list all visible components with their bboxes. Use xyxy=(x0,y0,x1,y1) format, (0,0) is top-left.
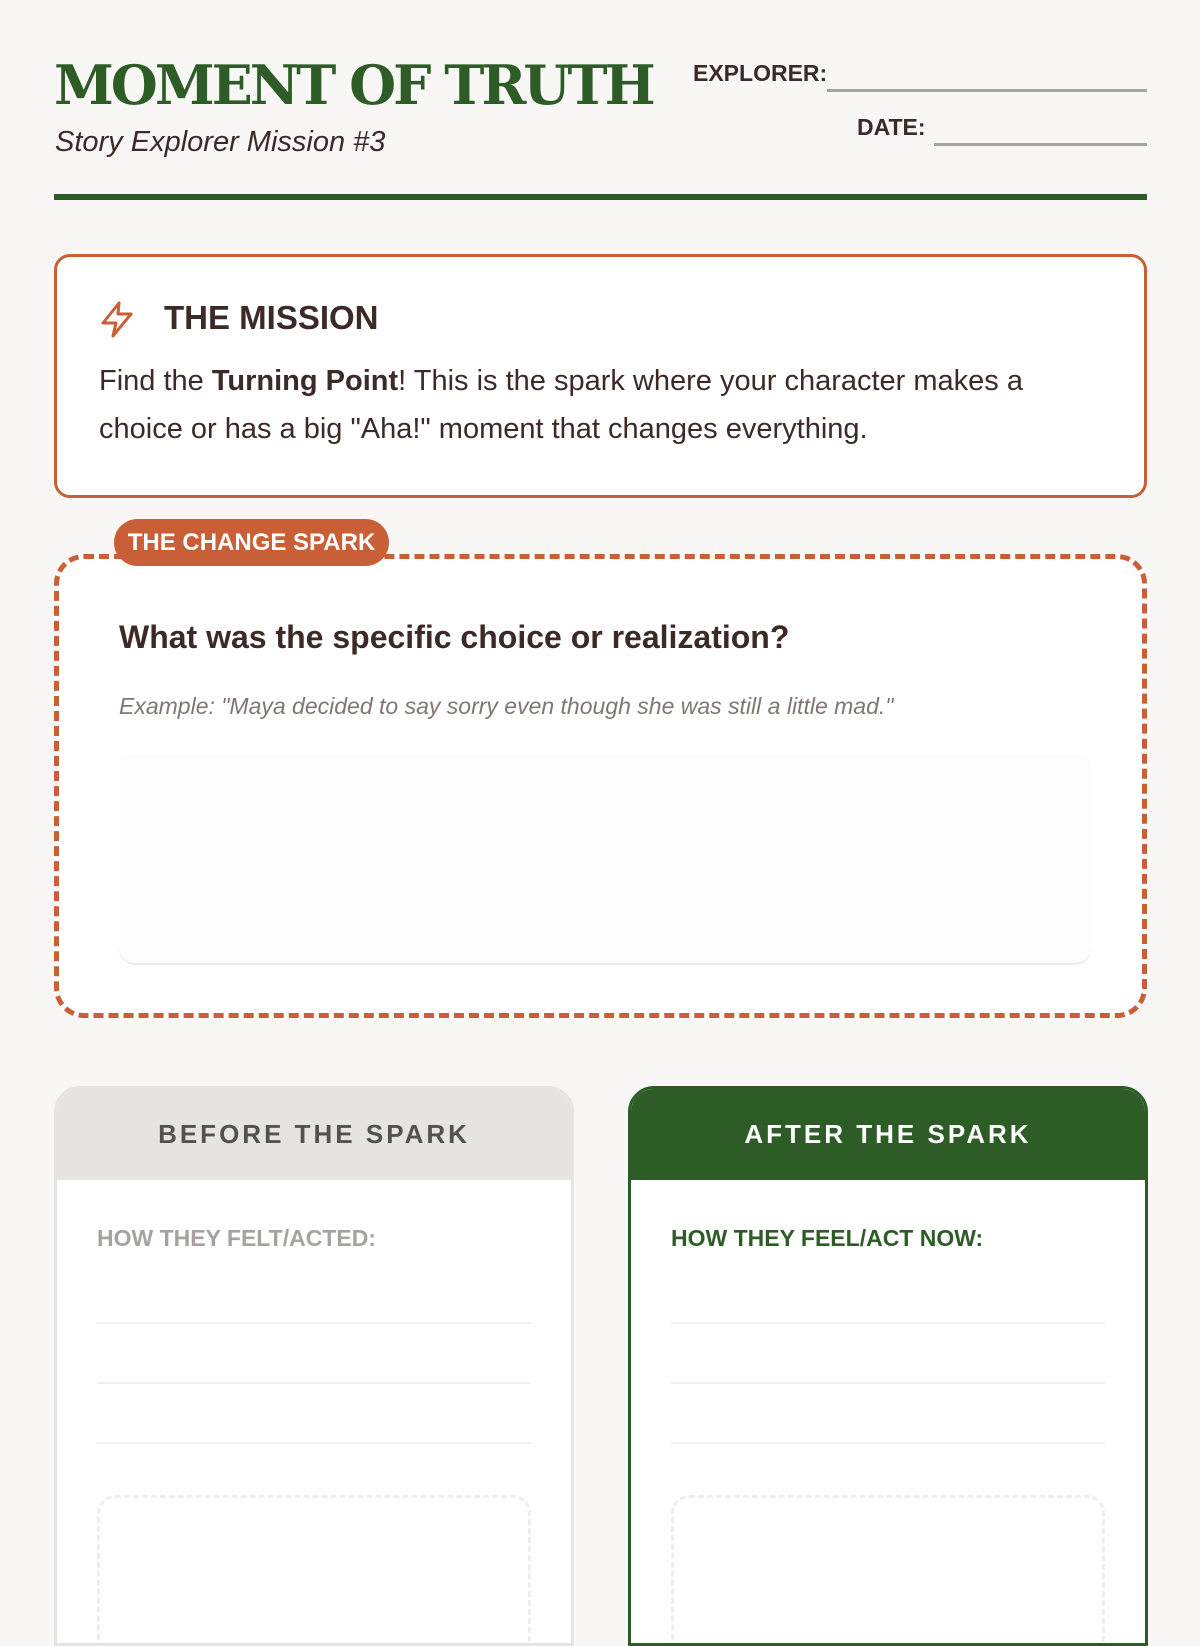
spark-question: What was the specific choice or realization? xyxy=(119,619,790,655)
after-spark-header: AFTER THE SPARK xyxy=(631,1089,1145,1180)
lightning-bolt-icon xyxy=(97,299,137,339)
change-spark-tab: THE CHANGE SPARK xyxy=(114,519,389,566)
mission-title: THE MISSION xyxy=(164,299,379,336)
after-feel-label: HOW THEY FEEL/ACT NOW: xyxy=(671,1225,984,1251)
before-spark-header: BEFORE THE SPARK xyxy=(57,1089,571,1180)
spark-answer-area[interactable] xyxy=(119,753,1091,963)
before-write-line[interactable] xyxy=(97,1382,531,1384)
header-divider xyxy=(54,194,1147,200)
mission-box xyxy=(54,254,1147,498)
after-write-line[interactable] xyxy=(671,1442,1105,1444)
before-felt-label: HOW THEY FELT/ACTED: xyxy=(97,1225,376,1251)
after-write-line[interactable] xyxy=(671,1322,1105,1324)
before-write-line[interactable] xyxy=(97,1322,531,1324)
after-sketch-area[interactable] xyxy=(671,1495,1105,1646)
before-sketch-area[interactable] xyxy=(97,1495,531,1646)
page-subtitle: Story Explorer Mission #3 xyxy=(55,126,386,158)
before-write-line[interactable] xyxy=(97,1442,531,1444)
after-spark-card xyxy=(628,1086,1148,1646)
explorer-name-field[interactable] xyxy=(827,89,1147,92)
change-spark-box xyxy=(54,554,1147,1018)
before-spark-card xyxy=(54,1086,574,1646)
after-write-line[interactable] xyxy=(671,1382,1105,1384)
date-label: DATE: xyxy=(857,114,926,140)
mission-text: Find the Turning Point! This is the spark where your character makes a choice or has a big "Aha!" moment that changes everything. xyxy=(99,365,1023,445)
explorer-label: EXPLORER: xyxy=(693,60,828,86)
date-field[interactable] xyxy=(934,143,1147,146)
turning-point-emphasis: Turning Point xyxy=(211,365,399,397)
page-title: MOMENT OF TRUTH xyxy=(54,53,653,117)
spark-example: Example: "Maya decided to say sorry even though she was still a little mad." xyxy=(119,693,894,719)
